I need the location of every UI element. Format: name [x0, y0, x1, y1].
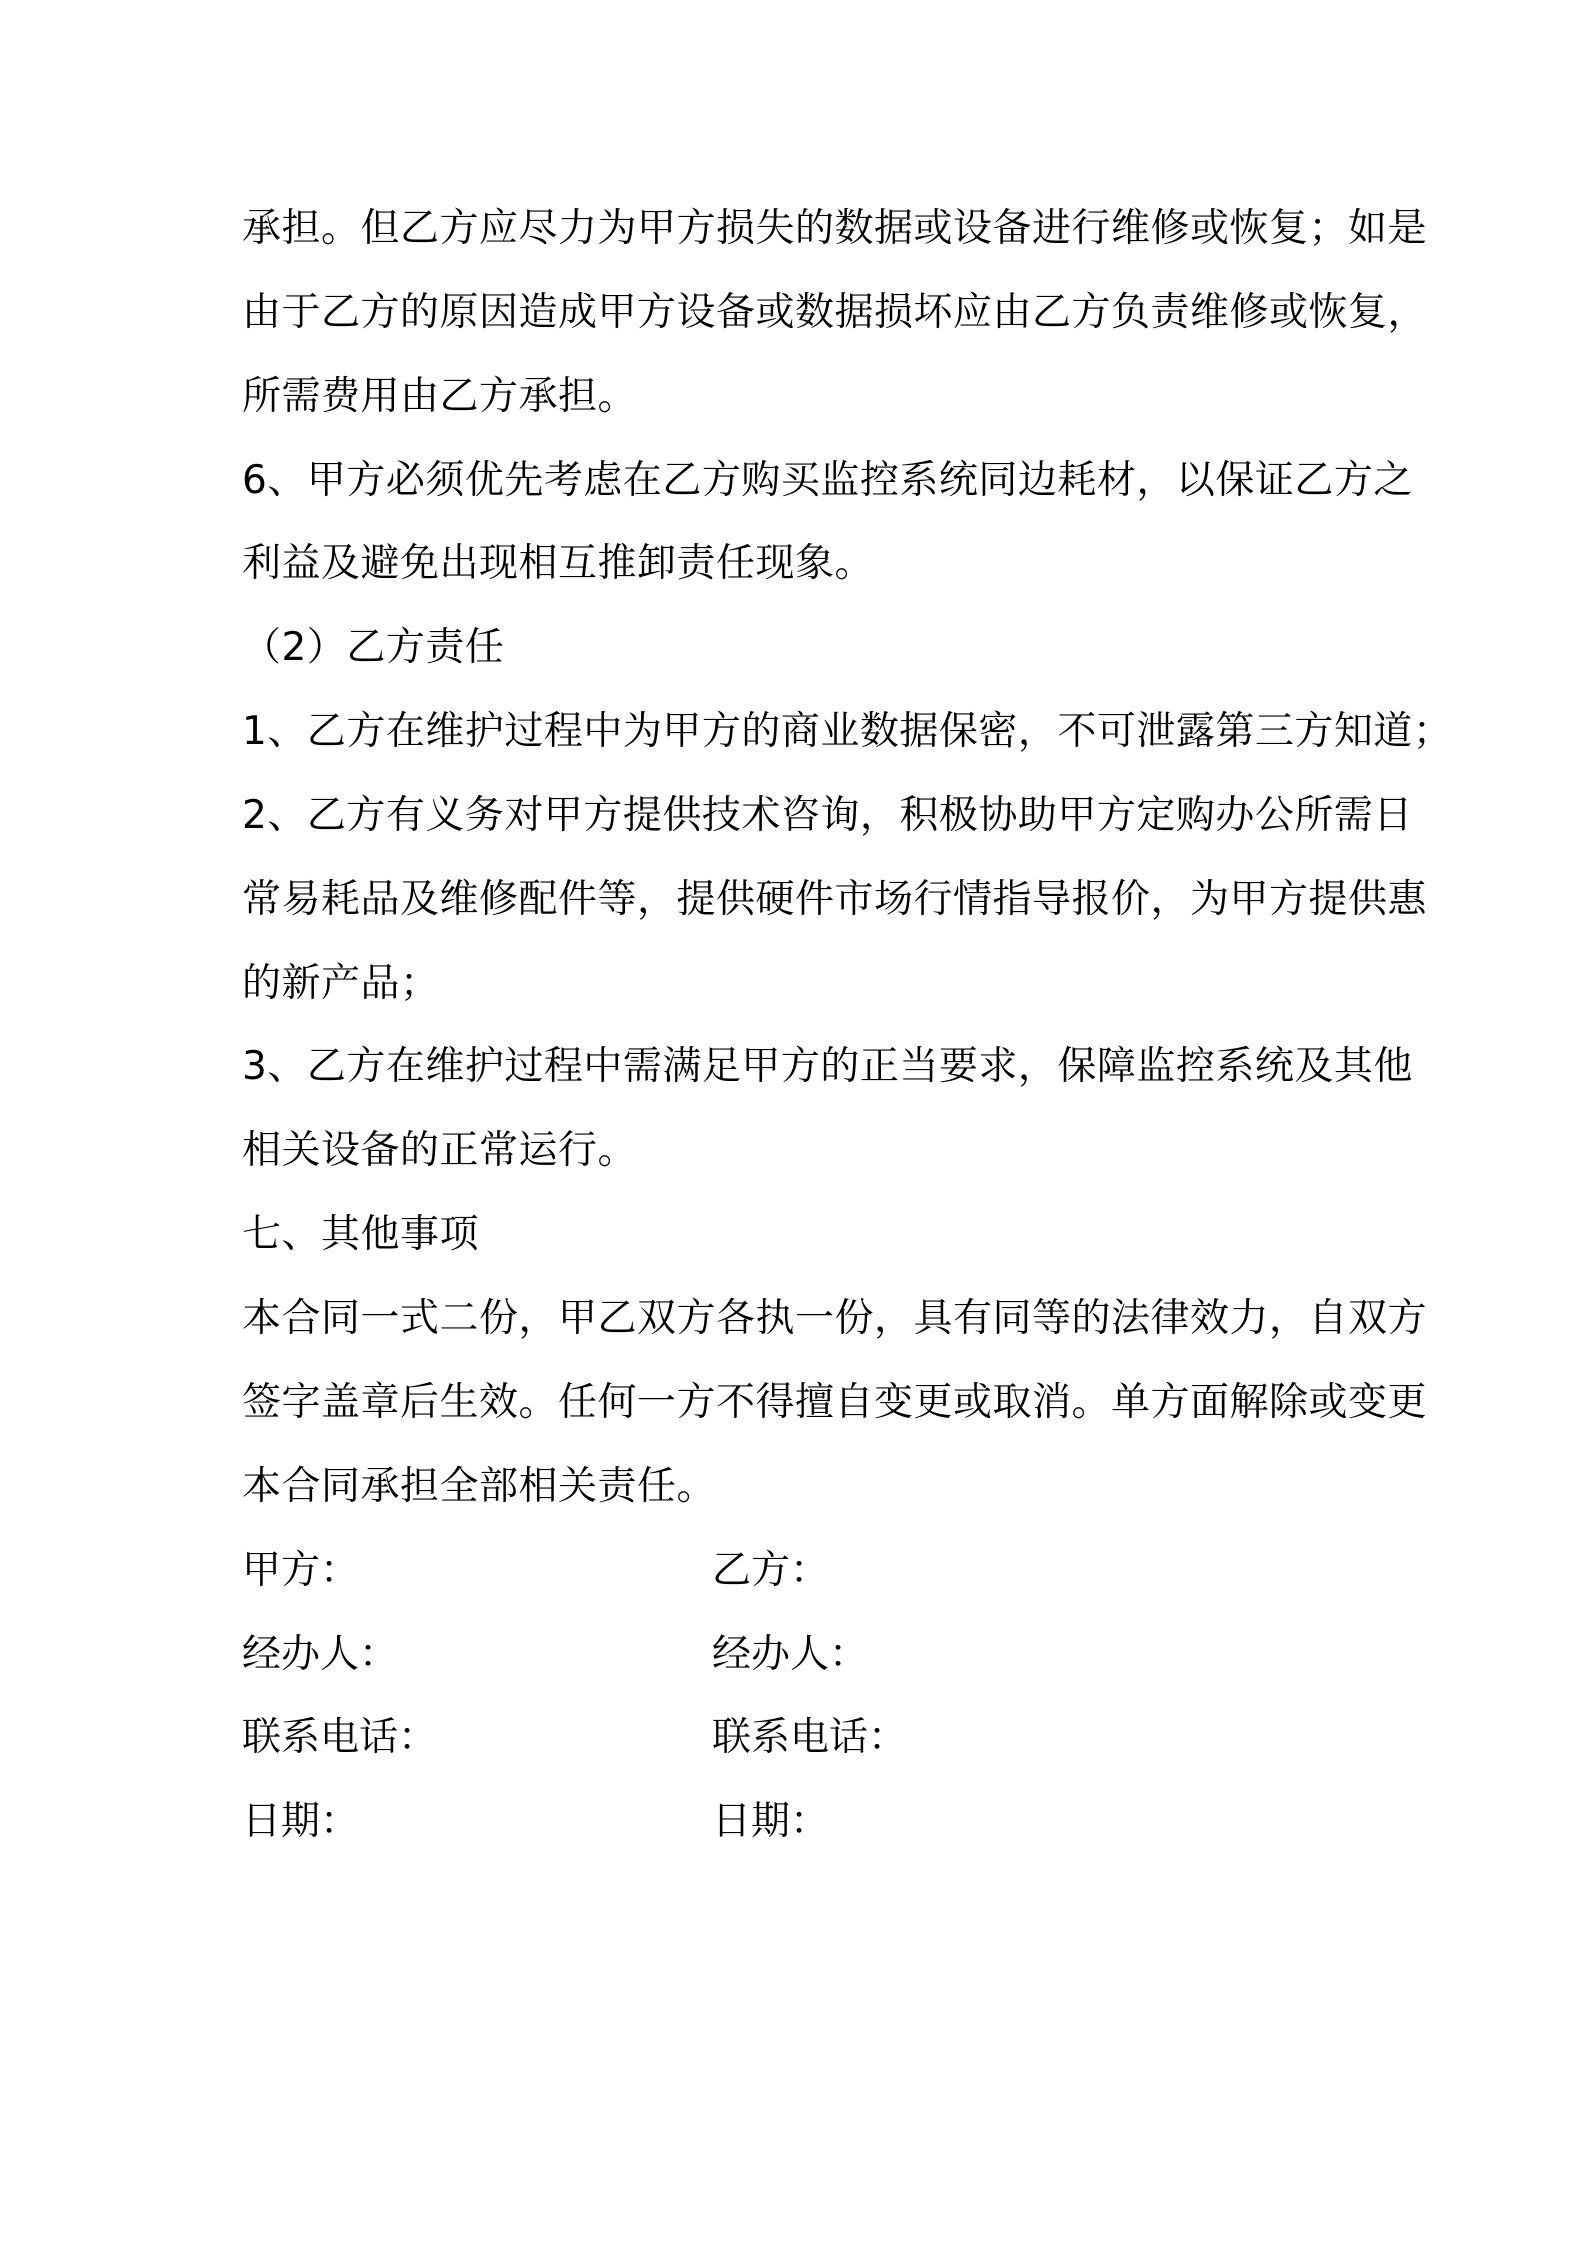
text-line: 本合同一式二份，甲乙双方各执一份，具有同等的法律效力，自双方	[242, 1296, 1428, 1341]
text-line: 承担。但乙方应尽力为甲方损失的数据或设备进行维修或恢复；如是	[242, 206, 1428, 251]
text-line: 常易耗品及维修配件等，提供硬件市场行情指导报价，为甲方提供惠	[242, 877, 1428, 922]
text-line: 6、甲方必须优先考虑在乙方购买监控系统同边耗材，以保证乙方之	[242, 458, 1413, 503]
party-b-label: 乙方：	[712, 1548, 830, 1593]
text-line: 的新产品；	[242, 961, 440, 1006]
section-heading: 七、其他事项	[242, 1212, 480, 1257]
party-b-date: 日期：	[712, 1799, 830, 1844]
text-line: 2、乙方有义务对甲方提供技术咨询，积极协助甲方定购办公所需日	[242, 793, 1413, 838]
party-a-label: 甲方：	[242, 1548, 360, 1593]
text-line: 3、乙方在维护过程中需满足甲方的正当要求，保障监控系统及其他	[242, 1044, 1413, 1089]
party-b-phone: 联系电话：	[712, 1715, 908, 1760]
text-line: 利益及避免出现相互推卸责任现象。	[242, 541, 875, 586]
party-b-handler: 经办人：	[712, 1632, 869, 1677]
party-a-date: 日期：	[242, 1799, 360, 1844]
text-line: 1、乙方在维护过程中为甲方的商业数据保密，不可泄露第三方知道；	[242, 709, 1453, 754]
section-heading: （2）乙方责任	[242, 625, 505, 670]
party-a-phone: 联系电话：	[242, 1715, 438, 1760]
text-line: 相关设备的正常运行。	[242, 1128, 638, 1173]
text-line: 所需费用由乙方承担。	[242, 374, 638, 419]
text-line: 签字盖章后生效。任何一方不得擅自变更或取消。单方面解除或变更	[242, 1380, 1428, 1425]
text-line: 由于乙方的原因造成甲方设备或数据损坏应由乙方负责维修或恢复，	[242, 290, 1428, 335]
party-a-handler: 经办人：	[242, 1632, 399, 1677]
text-line: 本合同承担全部相关责任。	[242, 1464, 717, 1509]
